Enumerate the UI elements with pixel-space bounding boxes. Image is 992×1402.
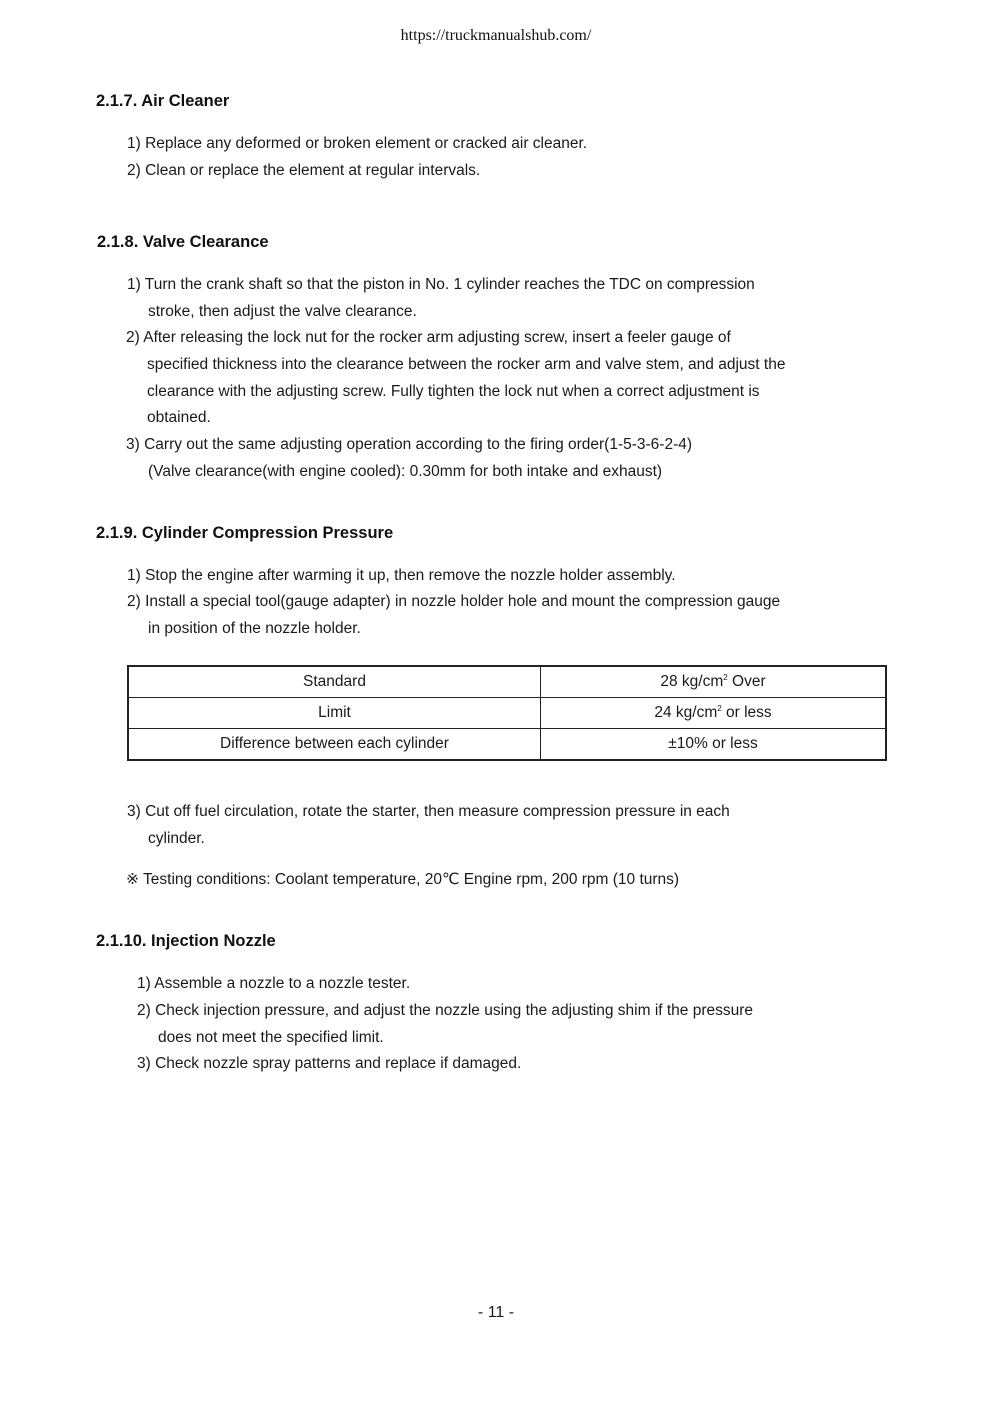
spec-label-limit: Limit xyxy=(128,698,541,729)
testing-conditions-note: ※ Testing conditions: Coolant temperature, 20℃ Engine rpm, 200 rpm (10 turns) xyxy=(126,871,680,888)
header-url: https://truckmanualshub.com/ xyxy=(400,27,592,44)
compression-step-1: 1) Stop the engine after warming it up, then remove the nozzle holder assembly. xyxy=(127,567,676,584)
nozzle-step-3: 3) Check nozzle spray patterns and replace if damaged. xyxy=(137,1055,522,1072)
spec-value-difference: ±10% or less xyxy=(541,729,887,761)
table-row xyxy=(128,698,886,729)
valve-step-2-line-4: obtained. xyxy=(147,409,211,426)
nozzle-step-1: 1) Assemble a nozzle to a nozzle tester. xyxy=(137,975,411,992)
compression-step-3-line-2: cylinder. xyxy=(148,830,205,847)
section-title-compression-pressure: 2.1.9. Cylinder Compression Pressure xyxy=(96,524,394,542)
spec-value-standard: 28 $kg/cm^2$ Over xyxy=(541,666,887,698)
valve-step-2-line-1: 2) After releasing the lock nut for the rocker arm adjusting screw, insert a feeler gauge of xyxy=(126,329,731,346)
air-cleaner-step-1: 1) Replace any deformed or broken element or cracked air cleaner. xyxy=(127,135,588,152)
valve-step-2-line-2: specified thickness into the clearance between the rocker arm and valve stem, and adjust the xyxy=(147,356,786,373)
compression-step-2-line-1: 2) Install a special tool(gauge adapter) in nozzle holder hole and mount the compression gauge xyxy=(127,593,781,610)
valve-step-1-line-1: 1) Turn the crank shaft so that the piston in No. 1 cylinder reaches the TDC on compression xyxy=(127,276,755,293)
valve-step-1-line-2: stroke, then adjust the valve clearance. xyxy=(148,303,417,320)
section-title-air-cleaner: 2.1.7. Air Cleaner xyxy=(96,92,230,110)
compression-step-2-line-2: in position of the nozzle holder. xyxy=(148,620,361,637)
nozzle-step-2-line-2: does not meet the specified limit. xyxy=(158,1029,384,1046)
valve-step-3-line-1: 3) Carry out the same adjusting operation according to the firing order(1-5-3-6-2-4) xyxy=(126,436,693,453)
compression-spec-table xyxy=(127,665,887,761)
nozzle-step-2-line-1: 2) Check injection pressure, and adjust the nozzle using the adjusting shim if the pressure xyxy=(137,1002,754,1019)
air-cleaner-step-2: 2) Clean or replace the element at regular intervals. xyxy=(127,162,481,179)
valve-step-3-line-2: (Valve clearance(with engine cooled): 0.30mm for both intake and exhaust) xyxy=(148,463,663,480)
spec-label-difference: Difference between each cylinder xyxy=(128,729,541,761)
page-number: - 11 - xyxy=(477,1304,515,1321)
table-row xyxy=(128,666,886,698)
table-row xyxy=(128,729,886,761)
section-title-injection-nozzle: 2.1.10. Injection Nozzle xyxy=(96,932,276,950)
compression-step-3-line-1: 3) Cut off fuel circulation, rotate the starter, then measure compression pressure in each xyxy=(127,803,730,820)
section-title-valve-clearance: 2.1.8. Valve Clearance xyxy=(97,233,269,251)
spec-value-limit: 24 $kg/cm^2$ or less xyxy=(541,698,887,729)
valve-step-2-line-3: clearance with the adjusting screw. Fully tighten the lock nut when a correct adjustment is xyxy=(147,383,760,400)
spec-label-standard: Standard xyxy=(128,666,541,698)
